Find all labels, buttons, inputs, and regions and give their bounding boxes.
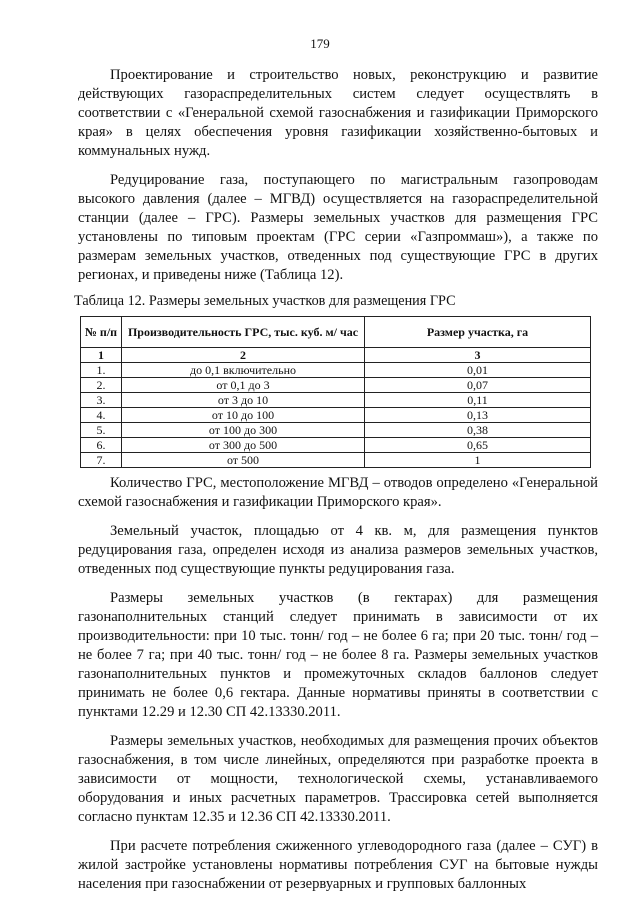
table-row <box>81 393 591 408</box>
column-number: 2 <box>122 348 365 363</box>
grs-land-size-table <box>80 316 591 468</box>
row-capacity: от 300 до 500 <box>122 438 365 453</box>
table-row <box>81 423 591 438</box>
table-row <box>81 408 591 423</box>
paragraph-lpg-consumption: При расчете потребления сжиженного углеводородного газа (далее – СУГ) в жилой застройке установлены нормативы потребления СУГ на бытовые нужды населения при газоснабжении от резервуарных и групповых баллонных <box>78 838 598 892</box>
row-capacity: до 0,1 включительно <box>122 363 365 378</box>
table-column-numbers-row <box>81 348 591 363</box>
header-plot-size: Размер участка, га <box>365 317 591 348</box>
paragraph-other-objects: Размеры земельных участков, необходимых для размещения прочих объектов газоснабжения, в том числе линейных, определяются при разработке проекта в зависимости от мощности, технологической схемы, устанавливаемого оборудования и иных расчетных параметров. Трассировка сетей выполняется согласно пунктам 12.35 и 12.36 СП 42.13330.2011. <box>78 733 598 825</box>
page-content <box>74 66 598 894</box>
table-header-row <box>81 317 591 348</box>
row-plot-size: 0,38 <box>365 423 591 438</box>
row-capacity: от 3 до 10 <box>122 393 365 408</box>
paragraph-gas-network-design: Проектирование и строительство новых, реконструкцию и развитие действующих газораспределительных систем следует осуществлять в соответствии с «Генеральной схемой газоснабжения и газификации Приморского края» в целях обеспечения уровня газификации хозяйственно-бытовых и коммунальных нужд. <box>78 67 598 159</box>
table-row <box>81 438 591 453</box>
paragraph-gas-reduction: Редуцирование газа, поступающего по магистральным газопроводам высокого давления (далее – МГВД) осуществляется на газораспределительной станции (далее – ГРС). Размеры земельных участков для размещения ГРС установлены по типовым проектам (ГРС серии «Газпроммаш»), а также по размерам земельных участков, отведенных под существующие ГРС в других регионах, и приведены ниже (Таблица 12). <box>78 172 598 283</box>
header-number: № п/п <box>81 317 122 348</box>
row-plot-size: 0,01 <box>365 363 591 378</box>
row-number: 4. <box>81 408 122 423</box>
row-capacity: от 10 до 100 <box>122 408 365 423</box>
row-number: 5. <box>81 423 122 438</box>
table-row <box>81 453 591 468</box>
row-number: 3. <box>81 393 122 408</box>
row-plot-size: 1 <box>365 453 591 468</box>
table-row <box>81 378 591 393</box>
row-capacity: от 0,1 до 3 <box>122 378 365 393</box>
column-number: 3 <box>365 348 591 363</box>
row-capacity: от 500 <box>122 453 365 468</box>
header-capacity: Производительность ГРС, тыс. куб. м/ час <box>122 317 365 348</box>
paragraph-reduction-points: Земельный участок, площадью от 4 кв. м, для размещения пунктов редуцирования газа, определен исходя из анализа размеров земельных участков, отведенных под существующие пункты редуцирования газа. <box>78 523 598 577</box>
row-number: 1. <box>81 363 122 378</box>
page-number: 179 <box>310 36 330 51</box>
column-number: 1 <box>81 348 122 363</box>
row-capacity: от 100 до 300 <box>122 423 365 438</box>
paragraph-gas-filling-stations: Размеры земельных участков (в гектарах) для размещения газонаполнительных станций следует принимать в зависимости от их производительности: при 10 тыс. тонн/ год – не более 6 га; при 20 тыс. тонн/ год – не более 7 га; при 40 тыс. тонн/ год – не более 8 га. Размеры земельных участков газонаполнительных пунктов и промежуточных складов баллонов следует принимать не более 0,6 гектара. Данные нормативы приняты в соответствии с пунктами 12.29 и 12.30 СП 42.13330.2011. <box>78 590 598 720</box>
row-number: 7. <box>81 453 122 468</box>
row-plot-size: 0,11 <box>365 393 591 408</box>
row-plot-size: 0,07 <box>365 378 591 393</box>
row-number: 6. <box>81 438 122 453</box>
table-row <box>81 363 591 378</box>
row-plot-size: 0,65 <box>365 438 591 453</box>
row-number: 2. <box>81 378 122 393</box>
paragraph-grs-location: Количество ГРС, местоположение МГВД – отводов определено «Генеральной схемой газоснабжения и газификации Приморского края». <box>78 475 598 510</box>
table-caption: Таблица 12. Размеры земельных участков для размещения ГРС <box>74 293 456 309</box>
row-plot-size: 0,13 <box>365 408 591 423</box>
